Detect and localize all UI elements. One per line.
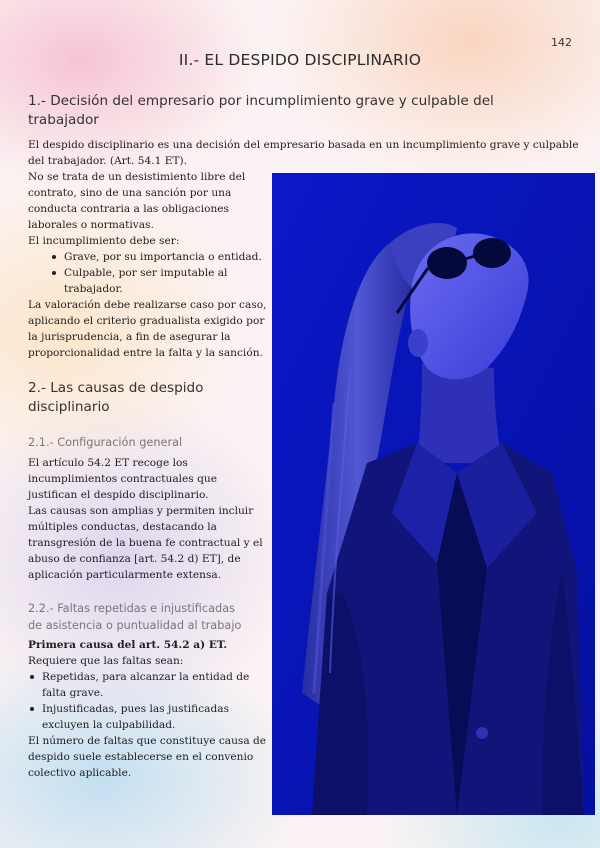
text-line: incumplimientos contractuales que: [28, 473, 217, 485]
text-line: Culpable, por ser imputable al: [64, 267, 228, 279]
text-line: justifican el despido disciplinario.: [28, 489, 209, 501]
text-line: La valoración debe realizarse caso por caso,: [28, 299, 267, 311]
text-line: No se trata de un desistimiento libre del: [28, 171, 246, 183]
text-line: despido suele establecerse en el convenio: [28, 751, 254, 763]
subsection-2-1-paragraph: [28, 455, 268, 583]
portrait-illustration: [272, 173, 595, 815]
woman-with-sunglasses-illustration: [272, 173, 595, 815]
subsection-2-1-heading: 2.1.- Configuración general: [28, 436, 183, 449]
text-line: excluyen la culpabilidad.: [42, 719, 176, 731]
text-line: El despido disciplinario es una decisión del empresario basada en un incumplimiento grave y culpable: [28, 139, 579, 151]
text-line: aplicando el criterio gradualista exigido por: [28, 315, 265, 327]
text-line: El número de faltas que constituye causa de: [28, 735, 267, 747]
section-2-heading: [28, 379, 203, 417]
subsection-2-2-bullet-list: [28, 669, 268, 733]
text-line: contrato, sino de una sanción por una: [28, 187, 232, 199]
heading-line: disciplinario: [28, 399, 110, 415]
text-line: trabajador.: [64, 283, 123, 295]
text-line: múltiples conductas, destacando la: [28, 521, 217, 533]
heading-line: de asistencia o puntualidad al trabajo: [28, 619, 242, 632]
heading-line: 2.- Las causas de despido: [28, 380, 204, 396]
bold-line: Primera causa del art. 54.2 a) ET.: [28, 639, 228, 651]
section-1-paragraph: [28, 169, 268, 249]
text-line: Grave, por su importancia o entidad.: [64, 251, 262, 263]
list-item: [28, 701, 268, 733]
list-item: [28, 669, 268, 701]
section-1-heading: [28, 92, 494, 130]
text-line: Repetidas, para alcanzar la entidad de: [42, 671, 250, 683]
text-line: Las causas son amplias y permiten incluir: [28, 505, 254, 517]
text-line: Injustificadas, pues las justificadas: [42, 703, 230, 715]
subsection-2-2-closing: [28, 733, 268, 781]
text-line: aplicación particularmente extensa.: [28, 569, 222, 581]
section-1-intro: [28, 137, 588, 169]
heading-line: 1.- Decisión del empresario por incumplimiento grave y culpable del: [28, 93, 494, 109]
subsection-2-2-heading: [28, 600, 241, 634]
text-line: laborales o normativas.: [28, 219, 154, 231]
text-line: la jurisprudencia, a fin de asegurar la: [28, 331, 231, 343]
page-title: II.- EL DESPIDO DISCIPLINARIO: [178, 51, 422, 69]
subsection-2-2-intro: [28, 637, 268, 669]
text-line: abuso de confianza [art. 54.2 d) ET], de: [28, 553, 241, 565]
section-1-paragraph-2: [28, 297, 268, 361]
text-line: conducta contraria a las obligaciones: [28, 203, 229, 215]
list-item: [50, 249, 265, 265]
text-line: Requiere que las faltas sean:: [28, 655, 184, 667]
list-item: [50, 265, 265, 297]
text-line: transgresión de la buena fe contractual y el: [28, 537, 263, 549]
heading-line: 2.2.- Faltas repetidas e injustificadas: [28, 602, 236, 615]
page-number: 142: [551, 36, 572, 49]
text-line: El artículo 54.2 ET recoge los: [28, 457, 188, 469]
text-line: colectivo aplicable.: [28, 767, 132, 779]
text-line: El incumplimiento debe ser:: [28, 235, 180, 247]
text-line: del trabajador. (Art. 54.1 ET).: [28, 155, 188, 167]
text-line: falta grave.: [42, 687, 104, 699]
text-line: proporcionalidad entre la falta y la sanción.: [28, 347, 263, 359]
section-1-bullet-list: [50, 249, 265, 297]
heading-line: trabajador: [28, 112, 99, 128]
